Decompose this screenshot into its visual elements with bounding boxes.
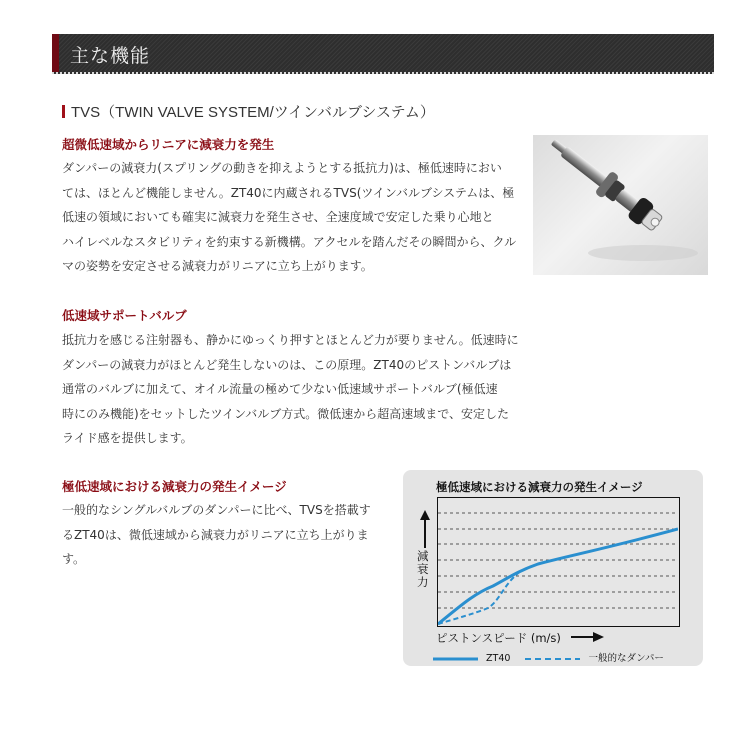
text-line: す。: [62, 552, 86, 567]
section-body-damping-image: [62, 498, 371, 572]
section-title-support-valve: 低速域サポートバルブ: [62, 308, 187, 323]
feature-subheading: [62, 101, 435, 122]
feature-subheading-text: TVS（TWIN VALVE SYSTEM/ツインバルブシステム）: [71, 104, 435, 121]
text-line: 時にのみ機能)をセットしたツインバルブ方式。微低速から超高速域まで、安定した: [62, 406, 510, 421]
shock-absorber-photo: [533, 135, 708, 275]
text-line: 低速の領域においても確実に減衰力を発生させ、全速度域で安定した乗り心地と: [62, 210, 494, 225]
plot-area: [437, 497, 680, 627]
chart-title: 極低速域における減衰力の発生イメージ: [436, 480, 643, 494]
legend-dashed-line-icon: [525, 654, 585, 664]
section-body-support-valve: [62, 328, 519, 451]
section-title-linear-damping: 超微低速域からリニアに減衰力を発生: [62, 137, 275, 152]
section-body-linear-damping: [62, 156, 516, 279]
heading-marker-icon: [62, 105, 65, 118]
shock-absorber-icon: [533, 135, 708, 275]
text-line: マの姿勢を安定させる減衰力がリニアに立ち上がります。: [62, 259, 373, 274]
text-line: ライド感を提供します。: [62, 431, 193, 446]
text-line: 通常のバルブに加えて、オイル流量の極めて少ない低速域サポートバルブ(極低速: [62, 382, 498, 397]
arrow-up-icon: [420, 510, 430, 520]
text-line: 一般的なシングルバルブのダンパーに比べ、TVSを搭載す: [62, 503, 371, 517]
text-line: るZT40は、微低速域から減衰力がリニアに立ち上がりま: [62, 527, 369, 542]
text-line: ダンパーの減衰力がほとんど発生しないのは、この原理。ZT40のピストンバルブは: [62, 357, 512, 372]
text-line: 抵抗力を感じる注射器も、静かにゆっくり押すとほとんど力が要りません。低速時に: [62, 333, 519, 347]
text-line: ハイレベルなスタビリティを約束する新機構。アクセルを踏んだその瞬間から、クル: [62, 234, 517, 249]
conventional-damper-line: [438, 564, 538, 624]
y-axis-label: 減衰力: [417, 549, 429, 589]
header-accent-strip: [52, 34, 59, 72]
text-line: ては、ほとんど機能しません。ZT40に内蔵されるTVS(ツインバルブシステムは、極: [62, 185, 515, 200]
legend-conventional: 一般的なダンパー: [588, 653, 664, 664]
legend-solid-line-icon: [433, 654, 483, 664]
arrow-right-icon: [593, 632, 604, 642]
chart-legend: [433, 650, 664, 664]
legend-zt40: ZT40: [486, 653, 511, 664]
section-title-damping-image: 極低速域における減衰力の発生イメージ: [62, 479, 287, 494]
chart-lines: [438, 498, 678, 625]
section-header-bar: [52, 34, 714, 74]
damping-force-chart: [403, 470, 703, 666]
text-line: ダンパーの減衰力(スプリングの動きを抑えようとする抵抗力)は、極低速時におい: [62, 161, 502, 175]
x-axis-label: ピストンスピード (m/s): [436, 631, 561, 645]
page-title: 主な機能: [70, 45, 151, 67]
